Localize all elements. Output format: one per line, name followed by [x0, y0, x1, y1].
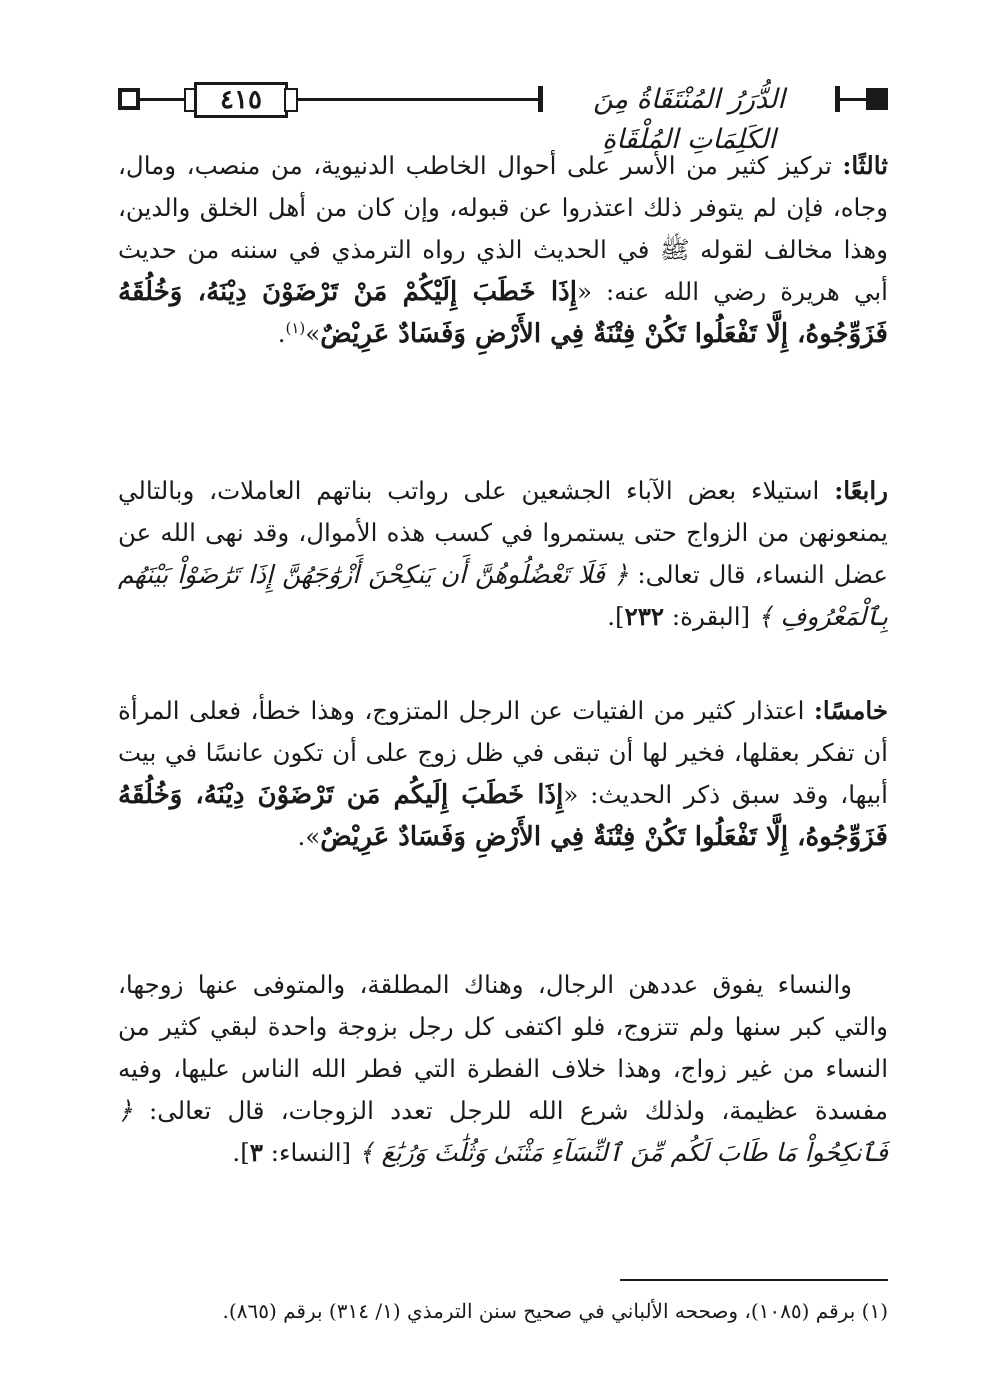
- quote-close: ».: [297, 822, 321, 851]
- paragraph-text: والنساء يفوق عددهن الرجال، وهناك المطلقة، والمتوفى عنها زوجها، والتي كبر سنها ولم تتزوج، فلو اكتفى كل رجل بزوجة واحدة لبقي كثير من النساء من غير زواج، وهذا خلاف الفطرة التي فطر الله الناس عليها، وفيه مفسدة عظيمة، ولذلك شرع الله للرجل تعدد الزوجات، قال تعالى:: [118, 970, 888, 1125]
- verse-reference-number: ٢٣٢: [624, 602, 665, 631]
- ornament-line: [140, 98, 184, 101]
- book-title: الدُّرَرُ المُنْتَقَاةُ مِنَ الكَلِمَاتِ المُلْقَاةِ: [593, 84, 785, 155]
- footnote-separator: [620, 1279, 888, 1281]
- paragraph-fourth: [118, 470, 888, 638]
- paragraph-text: تركيز كثير من الأسر على أحوال الخاطب الدنيوية، من منصب، ومال، وجاه، فإن لم يتوفر ذلك اعتذروا عن قبوله، وإن كان من أهل الخلق والدين، وهذا مخالف لقوله ﷺ في الحديث الذي رواه الترمذي في سننه من حديث أبي هريرة رضي الله عنه: «: [118, 151, 888, 306]
- paragraph-polygamy: [118, 964, 888, 1174]
- page-number-frame: [184, 82, 298, 118]
- ornament-line: [840, 98, 866, 101]
- ornament-square-outline: [118, 88, 140, 110]
- ornament-line: [298, 98, 538, 101]
- quote-close: »: [305, 319, 321, 348]
- ornament-square-filled: [866, 88, 888, 110]
- page-header: [118, 78, 888, 155]
- verse-reference-close: ].: [232, 1138, 250, 1167]
- paragraph-fifth: [118, 690, 888, 858]
- ornament-bar: [538, 86, 543, 112]
- paragraph-third: [118, 145, 888, 355]
- sentence-end: .: [277, 319, 286, 348]
- verse-reference-number: ٣: [249, 1138, 263, 1167]
- verse-reference-close: ].: [607, 602, 625, 631]
- paragraph-lead: خامسًا:: [813, 696, 888, 725]
- paragraph-lead: ثالثًا:: [842, 151, 888, 180]
- paragraph-lead: رابعًا:: [834, 476, 888, 505]
- paragraph-text: استيلاء بعض الآباء الجشعين على رواتب بناتهم العاملات، وبالتالي يمنعونهن من الزواج حتى يستمروا في كسب هذه الأموال، وقد نهى الله عن عضل النساء، قال تعالى:: [118, 476, 888, 589]
- page-number: ٤١٥: [220, 85, 262, 115]
- footnote: (١) برقم (١٠٨٥)، وصححه الألباني في صحيح سنن الترمذي (١/ ٣١٤) برقم (٨٦٥).: [222, 1299, 888, 1323]
- quran-verse: ﴿ فَٱنكِحُواْ مَا طَابَ لَكُم مِّنَ ٱلنِّسَآءِ مَثْنَىٰ وَثُلَٰثَ وَرُبَٰعَ ﴾: [118, 1096, 888, 1167]
- paragraph-text: اعتذار كثير من الفتيات عن الرجل المتزوج، وهذا خطأ، فعلى المرأة أن تفكر بعقلها، فخير لها أن تبقى في ظل زوج على أن تكون عانسًا في بيت أبيها، وقد سبق ذكر الحديث: «: [118, 696, 888, 809]
- verse-reference-open: [البقرة:: [664, 602, 758, 631]
- hadith-quote: إِذَا خَطَبَ إِلَيكُم مَن تَرْضَوْنَ دِيْنَهُ، وَخُلُقَهُ فَزَوِّجُوهُ، إِلَّا تَفْعَلُوا تَكُنْ فِتْنَةٌ فِي الأَرْضِ وَفَسَادٌ عَرِيْضٌ: [118, 780, 888, 852]
- footnote-marker[interactable]: (١): [285, 318, 306, 337]
- verse-reference-open: [النساء:: [262, 1138, 359, 1167]
- hadith-quote: إِذَا خَطَبَ إِلَيْكُمْ مَنْ تَرْضَوْنَ دِيْنَهُ، وَخُلُقَهُ فَزَوِّجُوهُ، إِلَّا تَفْعَلُوا تَكُنْ فِتْنَةٌ فِي الأَرْضِ وَفَسَادٌ عَرِيْضٌ: [118, 277, 888, 349]
- quran-verse: ﴿ فَلَا تَعْضُلُوهُنَّ أَن يَنكِحْنَ أَزْوَٰجَهُنَّ إِذَا تَرَٰضَوْاْ بَيْنَهُم بِٱلْمَعْرُوفِ ﴾: [118, 560, 888, 631]
